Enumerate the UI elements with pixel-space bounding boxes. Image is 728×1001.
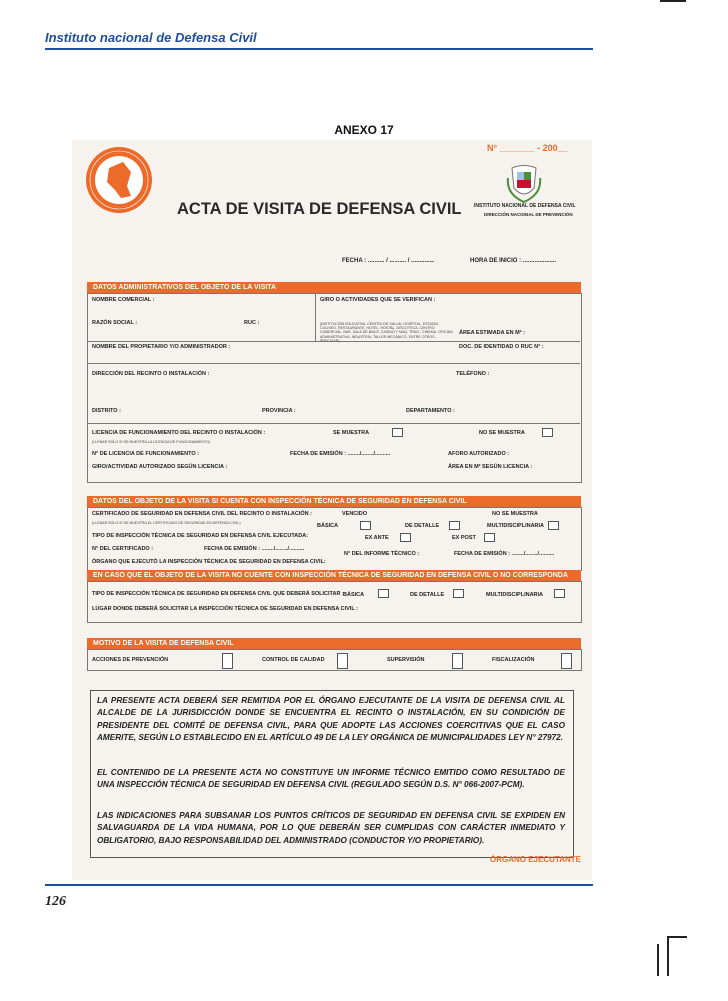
row-line <box>87 363 580 364</box>
label-basica-2: BÁSICA <box>343 592 365 598</box>
page-number: 126 <box>45 894 66 909</box>
label-razon-social: RAZÓN SOCIAL : <box>92 320 138 326</box>
section3-frame <box>87 581 582 623</box>
checkbox-ex-post[interactable] <box>484 533 495 542</box>
label-area-estimada: ÁREA ESTIMADA EN M² : <box>459 330 525 336</box>
label-control-calidad: CONTROL DE CALIDAD <box>262 657 325 663</box>
checkbox-fiscalizacion[interactable] <box>561 653 572 669</box>
checkbox-control-calidad[interactable] <box>337 653 348 669</box>
label-no-se-muestra: NO SE MUESTRA <box>479 430 525 436</box>
corner-mark <box>660 0 686 2</box>
label-propietario: NOMBRE DEL PROPIETARIO Y/O ADMINISTRADOR : <box>92 344 231 350</box>
label-telefono: TELÉFONO : <box>456 371 490 377</box>
section-datos-administrativos: DATOS ADMINISTRATIVOS DEL OBJETO DE LA VISITA <box>87 282 581 293</box>
note-paragraph-2: EL CONTENIDO DE LA PRESENTE ACTA NO CONSTITUYE UN INFORME TÉCNICO EMITIDO COMO RESULTADO DE UNA INSPECCIÓN TÉCNICA DE SEGURIDAD EN DEFENSA CIVIL (REGULADO SEGÚN D.S. N° 066-2007-PCM). <box>97 768 565 790</box>
label-fecha-emision-licencia: FECHA DE EMISIÓN : ......../......../.......... <box>290 451 391 457</box>
checkbox-acciones-prevencion[interactable] <box>222 653 233 669</box>
label-provincia: PROVINCIA : <box>262 408 296 414</box>
section-motivo-visita: MOTIVO DE LA VISITA DE DEFENSA CIVIL <box>87 638 581 649</box>
label-supervision: SUPERVISIÓN <box>387 657 425 663</box>
checkbox-multidisciplinaria[interactable] <box>548 521 559 530</box>
direction-name: DIRECCIÓN NACIONAL DE PREVENCIÓN <box>484 212 573 217</box>
label-nombre-comercial: NOMBRE COMERCIAL : <box>92 297 155 303</box>
label-ruc: RUC : <box>244 320 260 326</box>
checkbox-de-detalle-2[interactable] <box>453 589 464 598</box>
footer-rule <box>45 884 593 886</box>
label-organo-ejecuto: ÓRGANO QUE EJECUTÓ LA INSPECCIÓN TÉCNICA DE SEGURIDAD EN DEFENSA CIVIL: <box>92 559 326 565</box>
label-n-informe: N° DEL INFORME TÉCNICO : <box>344 551 420 557</box>
form-number: N° _______ - 200__ <box>487 143 568 153</box>
label-area-licencia: ÁREA EN M² SEGÚN LICENCIA : <box>448 464 533 470</box>
label-fecha-emision-informe: FECHA DE EMISIÓN : ......../......../.......... <box>454 551 555 557</box>
label-multidisciplinaria-2: MULTIDISCIPLINARIA <box>486 592 544 598</box>
label-n-certificado: N° DEL CERTIFICADO : <box>92 546 154 552</box>
checkbox-basica[interactable] <box>360 521 371 530</box>
label-no-se-muestra-cert: NO SE MUESTRA <box>492 511 538 517</box>
label-direccion: DIRECCIÓN DEL RECINTO O INSTALACIÓN : <box>92 371 210 377</box>
organo-ejecutante-label: ÓRGANO EJECUTANTE <box>490 855 581 864</box>
institute-name: INSTITUTO NACIONAL DE DEFENSA CIVIL <box>474 203 576 209</box>
note-paragraph-1: LA PRESENTE ACTA DEBERÁ SER REMITIDA POR EL ÓRGANO EJECUTANTE DE LA VISITA DE DEFENSA CIVIL AL ALCALDE DE LA JURISDICCIÓN DONDE SE ENCUENTRA EL RECINTO O INSTALACIÓN, EN SU CONDICIÓN DE PRESIDENTE DEL COMITÉ DE DEFENSA CIVIL, PARA QUE ADOPTE LAS ACCIONES COERCITIVAS QUE EL CASO AMERITE, SEGÚN LO ESTABLECIDO EN EL ARTÍCULO 49 DE LA LEY ORGÁNICA DE MUNICIPALIDADES LEY N° 27972. <box>97 696 565 743</box>
checkbox-no-se-muestra[interactable] <box>542 428 553 437</box>
checkbox-basica-2[interactable] <box>378 589 389 598</box>
label-departamento: DEPARTAMENTO : <box>406 408 455 414</box>
label-licencia: LICENCIA DE FUNCIONAMIENTO DEL RECINTO O INSTALACIÓN : <box>92 430 266 436</box>
label-fecha-emision-cert: FECHA DE EMISIÓN : ......../......../.......... <box>204 546 305 552</box>
fecha-line: FECHA : .......... / .......... / .............. <box>342 258 435 264</box>
label-certificado: CERTIFICADO DE SEGURIDAD EN DEFENSA CIVIL DEL RECINTO O INSTALACIÓN : <box>92 511 313 517</box>
label-n-licencia: N° DE LICENCIA DE FUNCIONAMIENTO : <box>92 451 200 457</box>
civil-defense-logo <box>85 146 153 214</box>
coat-of-arms-emblem <box>506 164 542 204</box>
note-paragraph-3: LAS INDICACIONES PARA SUBSANAR LOS PUNTOS CRÍTICOS DE SEGURIDAD EN DEFENSA CIVIL SE EXPIDEN EN SALVAGUARDA DE LA VIDA HUMANA, POR LO QUE DEBERÁN SER CUMPLIDAS CON CARÁCTER INMEDIATO Y OBLIGATORIO, BAJO RESPONSABILIDAD DEL ADMINISTRADO (CONDUCTOR Y/O PROPIETARIO). <box>97 811 565 845</box>
label-giro: GIRO O ACTIVIDADES QUE SE VERIFICAN : <box>320 297 436 303</box>
label-se-muestra: SE MUESTRA <box>333 430 370 436</box>
header-rule <box>45 48 593 50</box>
label-multidisciplinaria: MULTIDISCIPLINARIA <box>487 523 545 529</box>
label-acciones-prevencion: ACCIONES DE PREVENCIÓN <box>92 657 169 663</box>
label-vencido: VENCIDO <box>342 511 368 517</box>
checkbox-se-muestra[interactable] <box>392 428 403 437</box>
document-header-title: Instituto nacional de Defensa Civil <box>45 30 257 45</box>
checkbox-de-detalle[interactable] <box>449 521 460 530</box>
divider <box>315 293 316 341</box>
label-tipo-solicitar: TIPO DE INSPECCIÓN TÉCNICA DE SEGURIDAD EN DEFENSA CIVIL QUE DEBERÁ SOLICITAR : <box>92 591 344 597</box>
row-line <box>87 341 580 342</box>
checkbox-multidisciplinaria-2[interactable] <box>554 589 565 598</box>
label-tipo-inspeccion: TIPO DE INSPECCIÓN TÉCNICA DE SEGURIDAD EN DEFENSA CIVIL EJECUTADA: <box>92 533 309 539</box>
form-title: ACTA DE VISITA DE DEFENSA CIVIL <box>177 200 462 218</box>
label-ex-post: EX POST <box>452 535 476 541</box>
label-de-detalle: DE DETALLE <box>405 523 440 529</box>
licencia-note: (LLENAR SÓLO SI SE MUESTRA LA LICENCIA DE FUNCIONAMIENTO) <box>92 440 211 444</box>
section-sin-inspeccion: EN CASO QUE EL OBJETO DE LA VISITA NO CUENTE CON INSPECCIÓN TÉCNICA DE SEGURIDAD EN DEFENSA CIVIL O NO CORRESPONDA <box>87 570 581 581</box>
giro-examples-note: (INSTITUCIÓN EDUCATIVA, CENTRO DE SALUD, HOSPITAL, ESTADIO, COLISEO, RESTAURANTE, HOTEL, HOSTAL, DISCOTECA, CENTRO COMERCIAL, BAR, SALA DE BAILE, CASINO Y MAQ. TRAG., CINEMA, OFICINA ADMINISTRATIVA, INDUSTRIA, TALLER MECÁNICO, ENTRE OTROS - PRECISAR) <box>320 322 453 343</box>
legal-notes-box <box>90 690 574 858</box>
hora-inicio-line: HORA DE INICIO : .................... <box>470 258 557 264</box>
checkbox-ex-ante[interactable] <box>400 533 411 542</box>
corner-mark <box>667 936 669 976</box>
label-ex-ante: EX ANTE <box>365 535 389 541</box>
label-basica: BÁSICA <box>317 523 339 529</box>
section-con-inspeccion: DATOS DEL OBJETO DE LA VISITA SI CUENTA CON INSPECCIÓN TÉCNICA DE SEGURIDAD EN DEFENSA CIVIL <box>87 496 581 507</box>
label-aforo: AFORO AUTORIZADO : <box>448 451 510 457</box>
label-fiscalizacion: FISCALIZACIÓN <box>492 657 535 663</box>
cert-note: (LLENAR SÓLO SI SE MUESTRA EL CERTIFICADO DE SEGURIDAD EN DEFENSA CIVIL) <box>92 521 241 525</box>
label-distrito: DISTRITO : <box>92 408 121 414</box>
corner-mark <box>657 944 659 976</box>
checkbox-supervision[interactable] <box>452 653 463 669</box>
annex-label: ANEXO 17 <box>334 123 394 137</box>
label-giro-autorizado: GIRO/ACTIVIDAD AUTORIZADO SEGÚN LICENCIA : <box>92 464 228 470</box>
row-line <box>87 423 580 424</box>
label-lugar-solicitar: LUGAR DONDE DEBERÁ SOLICITAR LA INSPECCIÓN TÉCNICA DE SEGURIDAD EN DEFENSA CIVIL : <box>92 606 358 612</box>
label-doc-identidad: DOC. DE IDENTIDAD O RUC N° : <box>459 344 544 350</box>
corner-mark <box>667 936 687 938</box>
label-de-detalle-2: DE DETALLE <box>410 592 445 598</box>
